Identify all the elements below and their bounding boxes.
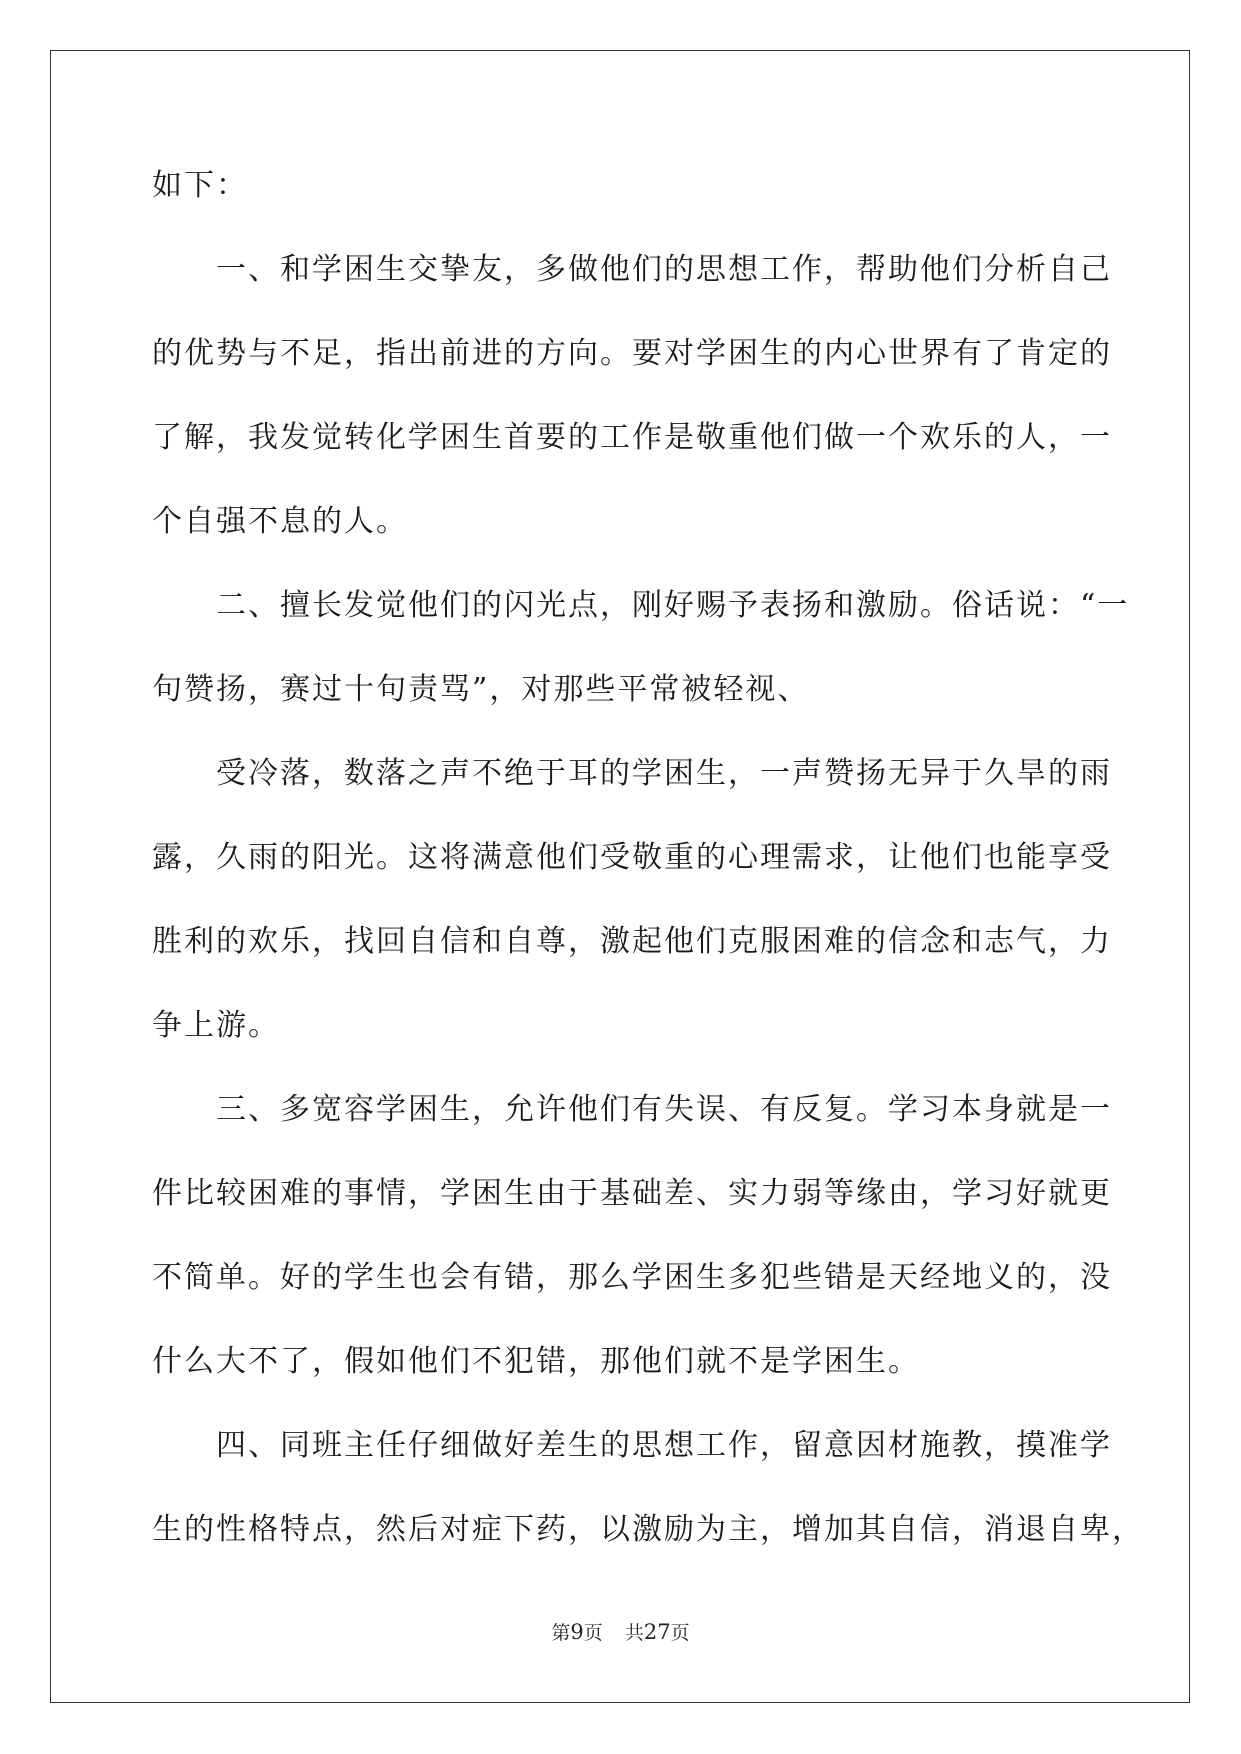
text-line: 争上游。 [152, 1008, 280, 1043]
page-number: 9 [570, 1620, 584, 1644]
page-footer [0, 1618, 1241, 1645]
text-line: 了解，我发觉转化学困生首要的工作是敬重他们做一个欢乐的人，一 [152, 420, 1112, 455]
text-line: 一、和学困生交挚友，多做他们的思想工作，帮助他们分析自己 [216, 252, 1112, 287]
text-line: 件比较困难的事情，学困生由于基础差、实力弱等缘由，学习好就更 [152, 1176, 1112, 1211]
text-line: 什么大不了，假如他们不犯错，那他们就不是学困生。 [152, 1344, 920, 1379]
text-line: 胜利的欢乐，找回自信和自尊，激起他们克服困难的信念和志气，力 [152, 924, 1112, 959]
text-line: 不简单。好的学生也会有错，那么学困生多犯些错是天经地义的，没 [152, 1260, 1112, 1295]
document-body [152, 166, 1144, 1594]
total-pages: 27 [643, 1620, 671, 1644]
page-label-suffix: 页 [583, 1622, 603, 1644]
text-line: 三、多宽容学困生，允许他们有失误、有反复。学习本身就是一 [216, 1092, 1112, 1127]
text-line: 个自强不息的人。 [152, 504, 408, 539]
page-label-prefix: 第 [551, 1622, 571, 1644]
text-line: 二、擅长发觉他们的闪光点，刚好赐予表扬和激励。俗话说：“一 [216, 588, 1130, 623]
text-line: 四、同班主任仔细做好差生的思想工作，留意因材施教，摸准学 [216, 1428, 1112, 1463]
text-line: 露，久雨的阳光。这将满意他们受敬重的心理需求，让他们也能享受 [152, 840, 1112, 875]
total-label-suffix: 页 [670, 1622, 690, 1644]
text-line: 句赞扬，赛过十句责骂”，对那些平常被轻视、 [152, 672, 810, 707]
text-line: 生的性格特点，然后对症下药，以激励为主，增加其自信，消退自卑， [152, 1512, 1144, 1547]
text-line: 的优势与不足，指出前进的方向。要对学困生的内心世界有了肯定的 [152, 336, 1112, 371]
text-line: 如下： [152, 168, 248, 203]
total-label-prefix: 共 [624, 1622, 644, 1644]
text-line: 受冷落，数落之声不绝于耳的学困生，一声赞扬无异于久旱的雨 [216, 756, 1112, 791]
